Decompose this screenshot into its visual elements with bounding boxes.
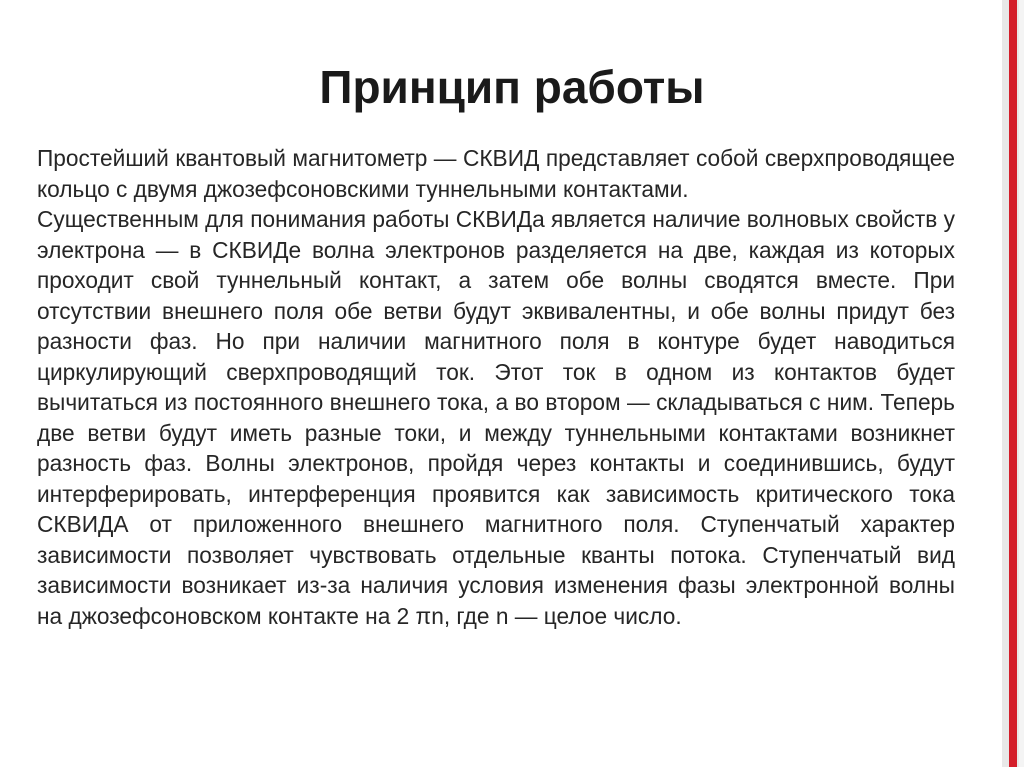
slide-title: Принцип работы bbox=[319, 61, 705, 113]
paragraph-1: Простейший квантовый магнитометр — СКВИД представляет собой сверхпроводящее кольцо с двумя джозефсоновскими туннельными контактами. bbox=[37, 145, 955, 202]
paragraph-2: Существенным для понимания работы СКВИДа является наличие волновых свойств у электрона — в СКВИДе волна электронов разделяется на две, каждая из которых проходит свой туннельный контакт, а затем обе волны сводятся вместе. При отсутствии внешнего поля обе ветви будут эквивалентны, и обе волны придут без разности фаз. Но при наличии магнитного поля в контуре будет наводиться циркулирующий сверхпроводящий ток. Этот ток в одном из контактов будет вычитаться из постоянного внешнего тока, а во втором — складываться с ним. Теперь две ветви будут иметь разные токи, и между туннельными контактами возникнет разность фаз. Волны электронов, пройдя через контакты и соединившись, будут интерферировать, интерференция проявится как зависимость критического тока СКВИДА от приложенного внешнего магнитного поля. Ступенчатый характер зависимости позволяет чувствовать отдельные кванты потока. Ступенчатый вид зависимости возникает из-за наличия условия изменения фазы электронной волны на джозефсоновском контакте на 2 πn, где n — целое число. bbox=[37, 206, 955, 629]
slide-body bbox=[37, 143, 955, 631]
